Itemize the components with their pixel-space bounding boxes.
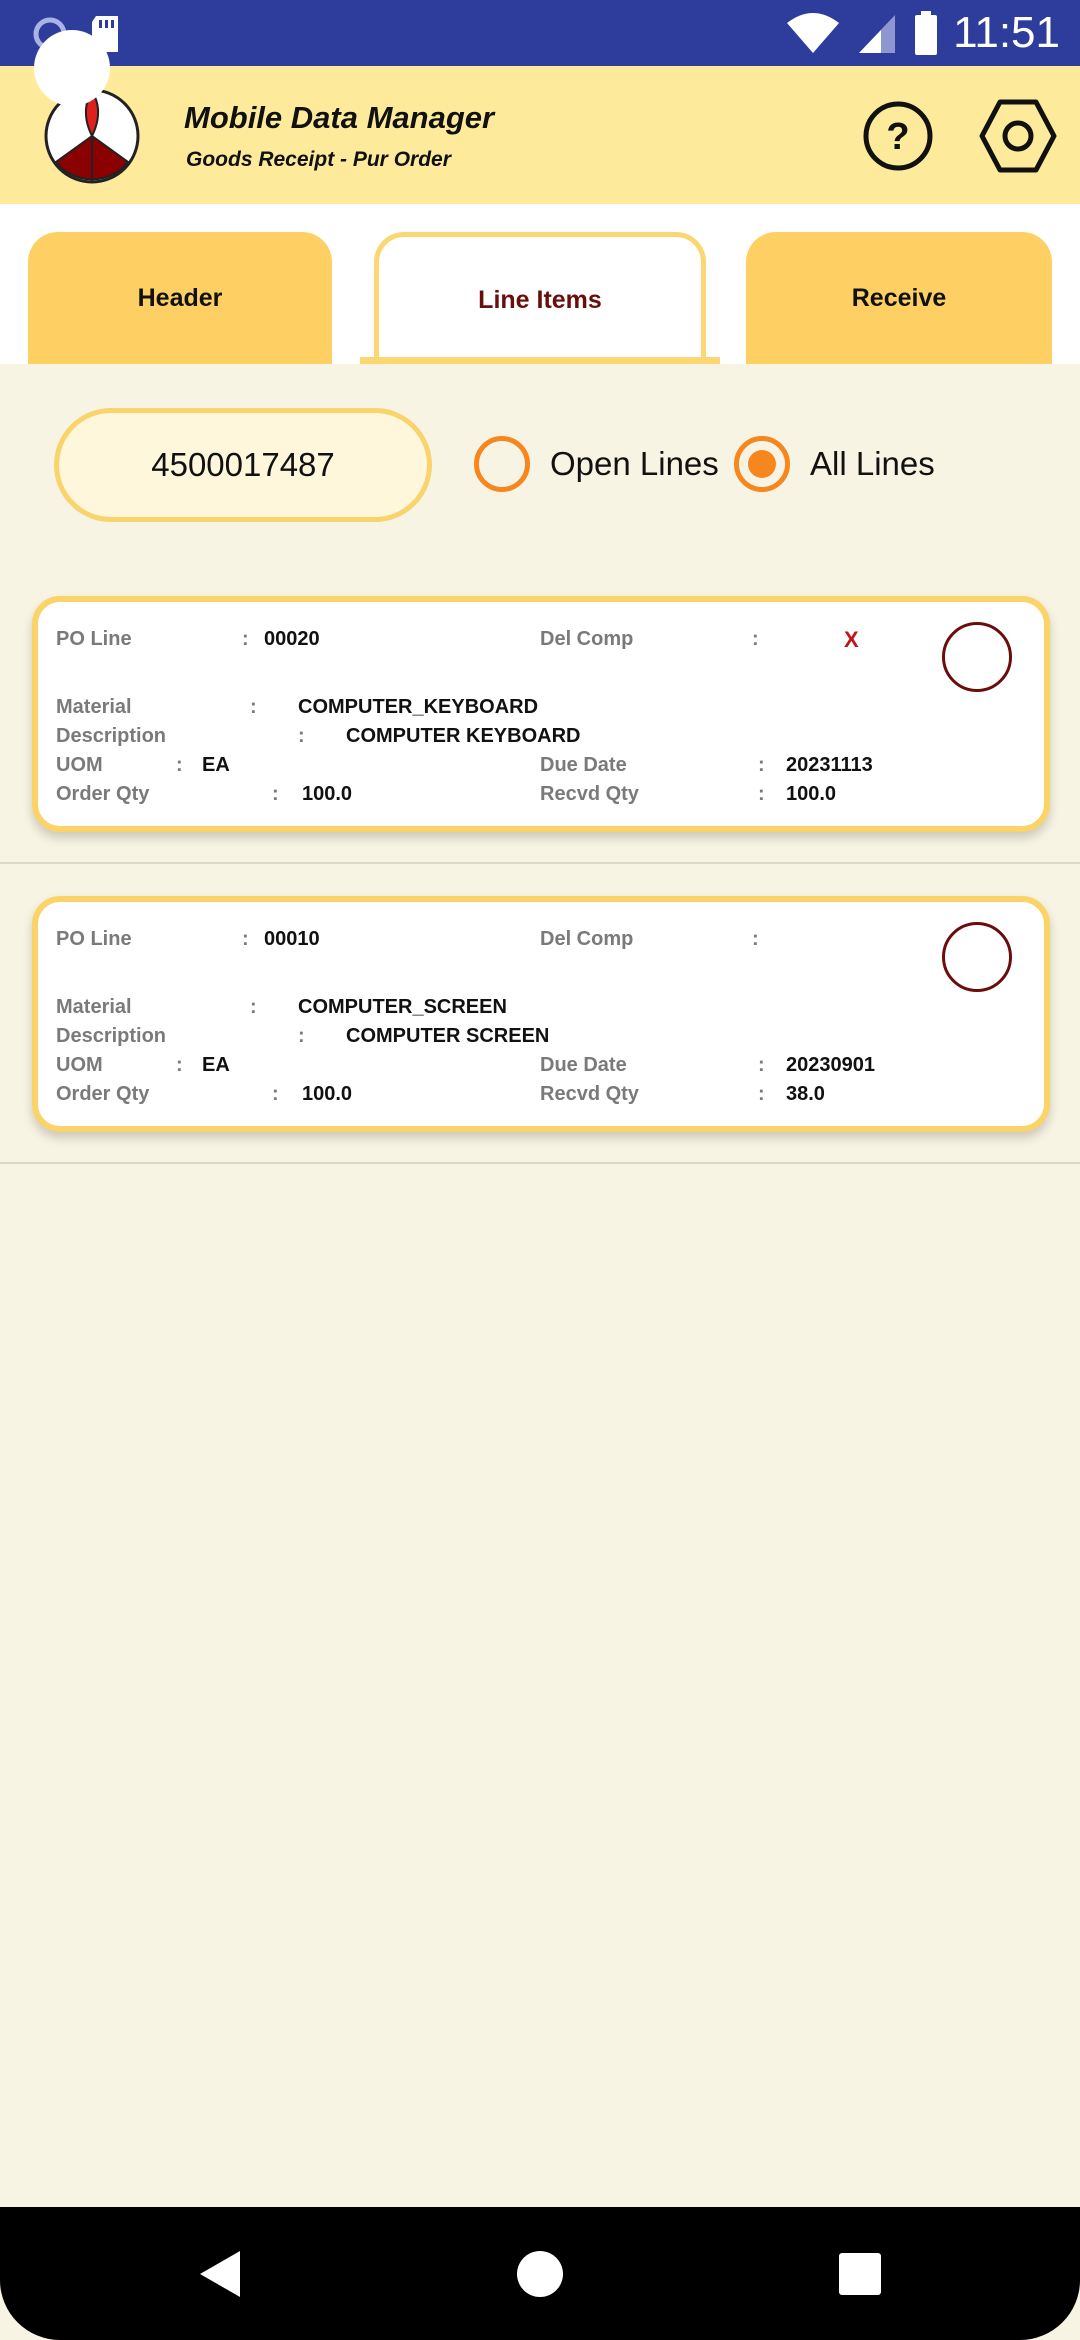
colon: : [752, 628, 759, 650]
colon: : [250, 996, 257, 1018]
material-label: Material [56, 996, 132, 1018]
colon: : [298, 1025, 305, 1047]
tab-receive[interactable]: Receive [746, 232, 1052, 364]
wifi-icon [785, 11, 841, 55]
uom-value: EA [202, 754, 230, 776]
colon: : [758, 783, 765, 805]
home-circle-icon [515, 2249, 565, 2299]
po-number-field[interactable]: 4500017487 [54, 408, 432, 522]
select-item-button[interactable] [942, 922, 1012, 992]
order-qty-label: Order Qty [56, 1083, 150, 1105]
recents-button[interactable] [800, 2207, 920, 2340]
battery-icon [913, 11, 939, 55]
material-value: COMPUTER_KEYBOARD [298, 696, 539, 718]
floating-overlay-button[interactable] [34, 30, 110, 106]
colon: : [272, 783, 279, 805]
order-qty-label: Order Qty [56, 783, 150, 805]
radio-button-unchecked[interactable] [474, 436, 530, 492]
uom-label: UOM [56, 754, 103, 776]
clock: 11:51 [953, 8, 1060, 57]
due-date-value: 20230901 [786, 1054, 875, 1076]
back-button[interactable] [160, 2207, 280, 2340]
tab-line-items[interactable]: Line Items [374, 232, 706, 364]
del-comp-value: X [844, 627, 859, 652]
due-date-label: Due Date [540, 754, 627, 776]
colon: : [298, 725, 305, 747]
radio-label: All Lines [810, 445, 935, 482]
description-label: Description [56, 1025, 167, 1047]
app-title: Mobile Data Manager [184, 100, 495, 135]
line-item-card[interactable] [32, 596, 1050, 832]
select-item-button[interactable] [942, 622, 1012, 692]
list-divider [0, 862, 1080, 864]
description-value: COMPUTER KEYBOARD [346, 725, 581, 747]
colon: : [758, 1054, 765, 1076]
colon: : [176, 754, 183, 776]
radio-button-checked[interactable] [734, 436, 790, 492]
radio-all-lines[interactable] [734, 436, 935, 492]
material-value: COMPUTER_SCREEN [298, 996, 507, 1018]
signal-icon [855, 11, 899, 55]
list-divider [0, 1162, 1080, 1164]
due-date-label: Due Date [540, 1054, 627, 1076]
colon: : [758, 754, 765, 776]
order-qty-value: 100.0 [302, 783, 353, 805]
settings-hexagon-icon[interactable] [978, 98, 1058, 174]
home-button[interactable] [480, 2207, 600, 2340]
uom-label: UOM [56, 1054, 103, 1076]
description-label: Description [56, 725, 167, 747]
recents-square-icon [838, 2252, 882, 2296]
colon: : [242, 928, 249, 950]
due-date-value: 20231113 [786, 754, 873, 776]
colon: : [242, 628, 249, 650]
radio-open-lines[interactable] [474, 436, 719, 492]
po-line-value: 00010 [264, 928, 320, 950]
colon: : [250, 696, 257, 718]
app-subtitle: Goods Receipt - Pur Order [186, 148, 451, 171]
svg-text:?: ? [886, 116, 910, 158]
uom-value: EA [202, 1054, 230, 1076]
app-header [0, 66, 1080, 204]
del-comp-label: Del Comp [540, 628, 634, 650]
recvd-qty-value: 38.0 [786, 1083, 825, 1105]
material-label: Material [56, 696, 132, 718]
tab-header[interactable]: Header [28, 232, 332, 364]
help-circle-icon[interactable] [862, 100, 934, 172]
recvd-qty-value: 100.0 [786, 783, 837, 805]
del-comp-label: Del Comp [540, 928, 634, 950]
description-value: COMPUTER SCREEN [346, 1025, 550, 1047]
po-line-label: PO Line [56, 628, 132, 650]
active-tab-indicator [360, 357, 720, 364]
back-triangle-icon [198, 2249, 242, 2299]
colon: : [176, 1054, 183, 1076]
colon: : [758, 1083, 765, 1105]
tab-bar [0, 204, 1080, 364]
po-line-label: PO Line [56, 928, 132, 950]
order-qty-value: 100.0 [302, 1083, 353, 1105]
po-line-value: 00020 [264, 628, 320, 650]
recvd-qty-label: Recvd Qty [540, 1083, 639, 1105]
line-item-card[interactable] [32, 896, 1050, 1132]
recvd-qty-label: Recvd Qty [540, 783, 639, 805]
colon: : [272, 1083, 279, 1105]
radio-label: Open Lines [550, 445, 719, 482]
system-nav-bar [0, 2207, 1080, 2340]
status-bar [0, 0, 1080, 66]
colon: : [752, 928, 759, 950]
